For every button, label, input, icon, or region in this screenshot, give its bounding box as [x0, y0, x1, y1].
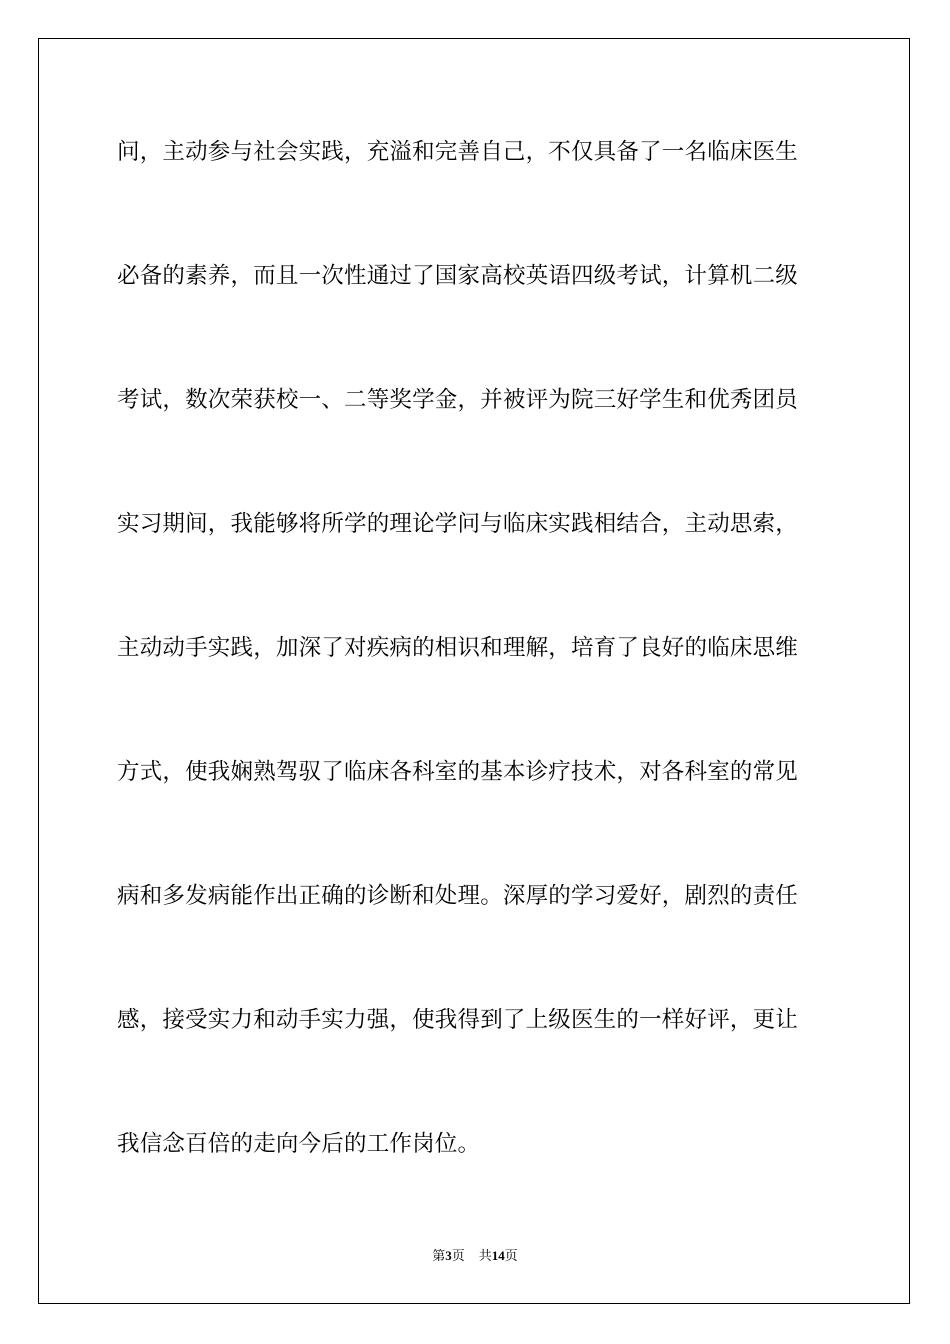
page-prefix: 第: [432, 1248, 446, 1263]
text-line: 问，主动参与社会实践，充溢和完善自己，不仅具备了一名临床医生: [117, 139, 799, 165]
total-prefix: 共: [478, 1248, 492, 1263]
text-line: 实习期间，我能够将所学的理论学问与临床实践相结合，主动思索，: [117, 511, 799, 537]
text-line: 必备的素养，而且一次性通过了国家高校英语四级考试，计算机二级: [117, 263, 799, 289]
page-number: 3: [445, 1248, 452, 1263]
page-total: 14: [491, 1248, 505, 1263]
total-suffix: 页: [504, 1248, 518, 1263]
text-line: 感，接受实力和动手实力强，使我得到了上级医生的一样好评，更让: [117, 1007, 799, 1033]
text-line: 我信念百倍的走向今后的工作岗位。: [117, 1131, 481, 1157]
page-suffix: 页: [451, 1248, 465, 1263]
text-line: 病和多发病能作出正确的诊断和处理。深厚的学习爱好，剧烈的责任: [117, 883, 799, 909]
page-footer: [0, 1246, 950, 1266]
text-line: 主动动手实践，加深了对疾病的相识和理解，培育了良好的临床思维: [117, 635, 799, 661]
text-line: 考试，数次荣获校一、二等奖学金，并被评为院三好学生和优秀团员: [117, 387, 799, 413]
text-line: 方式，使我娴熟驾驭了临床各科室的基本诊疗技术，对各科室的常见: [117, 759, 799, 785]
document-body: [117, 120, 833, 1236]
